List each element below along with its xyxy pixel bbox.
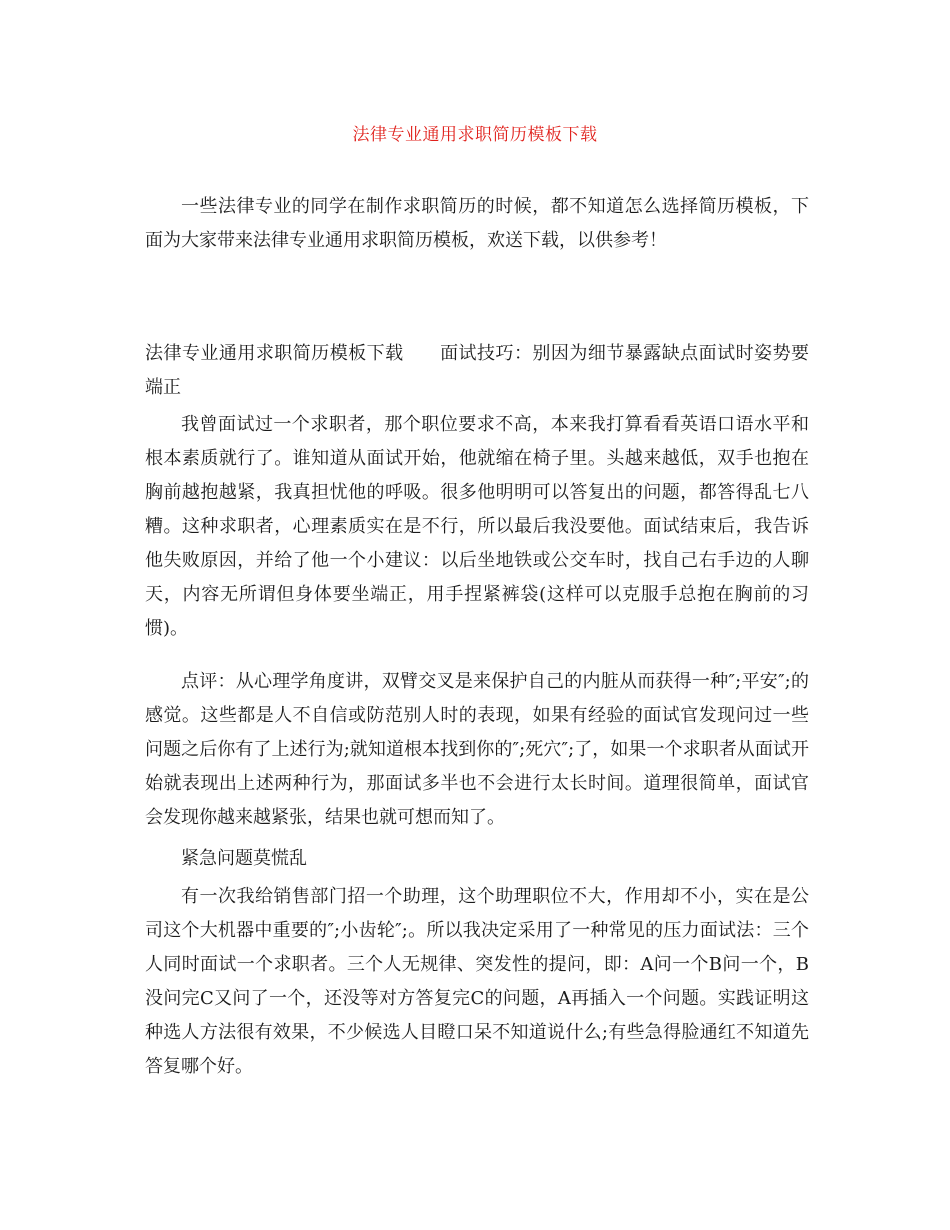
section-heading-right: 面试技巧：别因为细节暴露缺点面试时姿势要端正: [145, 343, 810, 398]
intro-paragraph: 一些法律专业的同学在制作求职简历的时候，都不知道怎么选择简历模板，下面为大家带来法律专业通用求职简历模板，欢送下载，以供参考！: [145, 196, 809, 251]
document-title: 法律专业通用求职简历模板下载: [352, 125, 598, 145]
section-heading-left: 法律专业通用求职简历模板下载: [145, 343, 404, 364]
comment-paragraph: 点评：从心理学角度讲，双臂交叉是来保护自己的内脏从而获得一种″;平安″;的感觉。这些都是人不自信或防范别人时的表现，如果有经验的面试官发现问过一些问题之后你有了上述行为;就知道根本找到你的″;死穴″;了，如果一个求职者从面试开始就表现出上述两种行为，那面试多半也不会进行太长时间。道理很简单，面试官会发现你越来越紧张，结果也就可想而知了。: [145, 671, 809, 828]
story-paragraph-1: 我曾面试过一个求职者，那个职位要求不高，本来我打算看看英语口语水平和根本素质就行了。谁知道从面试开始，他就缩在椅子里。头越来越低，双手也抱在胸前越抱越紧，我真担忧他的呼吸。很多他明明可以答复出的问题，都答得乱七八糟。这种求职者，心理素质实在是不行，所以最后我没要他。面试结束后，我告诉他失败原因，并给了他一个小建议：以后坐地铁或公交车时，找自己右手边的人聊天，内容无所谓但身体要坐端正，用手捏紧裤袋(这样可以克服手总抱在胸前的习惯)。: [145, 414, 809, 639]
section-heading: [145, 337, 809, 405]
subheading: 紧急问题莫慌乱: [181, 848, 307, 869]
story-paragraph-2: 有一次我给销售部门招一个助理，这个助理职位不大，作用却不小，实在是公司这个大机器中重要的″;小齿轮″;。所以我决定采用了一种常见的压力面试法：三个人同时面试一个求职者。三个人无规律、突发性的提问，即：A问一个B问一个，B没问完C又问了一个，还没等对方答复完C的问题，A再插入一个问题。实践证明这种选人方法很有效果，不少候选人目瞪口呆不知道说什么;有些急得脸通红不知道先答复哪个好。: [145, 886, 809, 1077]
